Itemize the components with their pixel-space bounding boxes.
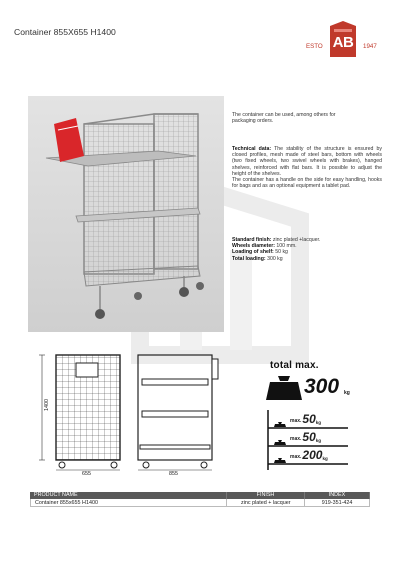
shelf-load-3: max. 200 kg <box>290 448 328 462</box>
width-dimension: 655 <box>82 471 91 477</box>
spec-total-load: Total loading: 300 kg <box>232 255 283 262</box>
product-photo <box>28 96 224 332</box>
front-view <box>56 355 120 468</box>
shelf-load-1: max. 50 kg <box>290 412 322 426</box>
brand-logo <box>306 20 388 70</box>
cell-index: 919-351-424 <box>304 499 370 506</box>
shelf-load-diagram <box>264 410 354 470</box>
depth-dimension: 855 <box>169 471 178 477</box>
specs-list <box>232 237 382 262</box>
product-table <box>30 492 370 507</box>
shelf-load-2: max. 50 kg <box>290 430 322 444</box>
intro-text: The container can be used, among others for packaging orders. <box>232 112 336 125</box>
header-finish: FINISH <box>226 492 304 499</box>
technical-data <box>232 146 382 189</box>
logo-brand: AB <box>332 34 354 51</box>
spec-wheels: Wheels diameter: 100 mm. <box>232 243 297 250</box>
spec-shelf-load: Loading of shelf: 50 kg <box>232 249 288 256</box>
weight-icon <box>264 372 304 402</box>
table-header <box>30 492 370 499</box>
cart-frame <box>84 114 198 274</box>
total-load-value: 300 <box>304 375 340 398</box>
height-dimension: 1400 <box>44 399 50 411</box>
total-max-label: total max. <box>270 360 319 371</box>
total-load-badge <box>264 372 354 406</box>
header-product-name: PRODUCT NAME <box>34 492 78 498</box>
technical-drawing <box>32 345 257 477</box>
cell-finish: zinc plated + lacquer <box>226 499 304 506</box>
page-title: Container 855X655 H1400 <box>14 27 116 37</box>
table-row <box>30 499 370 507</box>
spec-finish: Standard finish: zinc plated +lacquer. <box>232 237 321 243</box>
logo-right-text: 1947 <box>363 43 377 50</box>
handle-text: The container has a handle on the side for easy handling, hooks for bags and as an optional equipment a tablet pad. <box>232 177 382 190</box>
logo-left-text: ESTO <box>306 43 323 50</box>
technical-label: Technical data: <box>232 146 272 152</box>
cell-product-name: Container 855x655 H1400 <box>35 500 98 506</box>
side-view <box>138 355 218 468</box>
header-index: INDEX <box>304 492 370 499</box>
tablet-pad <box>54 118 84 162</box>
technical-text: The stability of the structure is ensured by closed profiles, mesh made of steel bars, bottom with wheels (two fixed wheels, two swivel wheels with brakes), hanged shelves, reinforced with flat bars. It is possible to adjust the height of the shelves. <box>232 146 382 177</box>
total-load-unit: kg <box>344 390 350 396</box>
